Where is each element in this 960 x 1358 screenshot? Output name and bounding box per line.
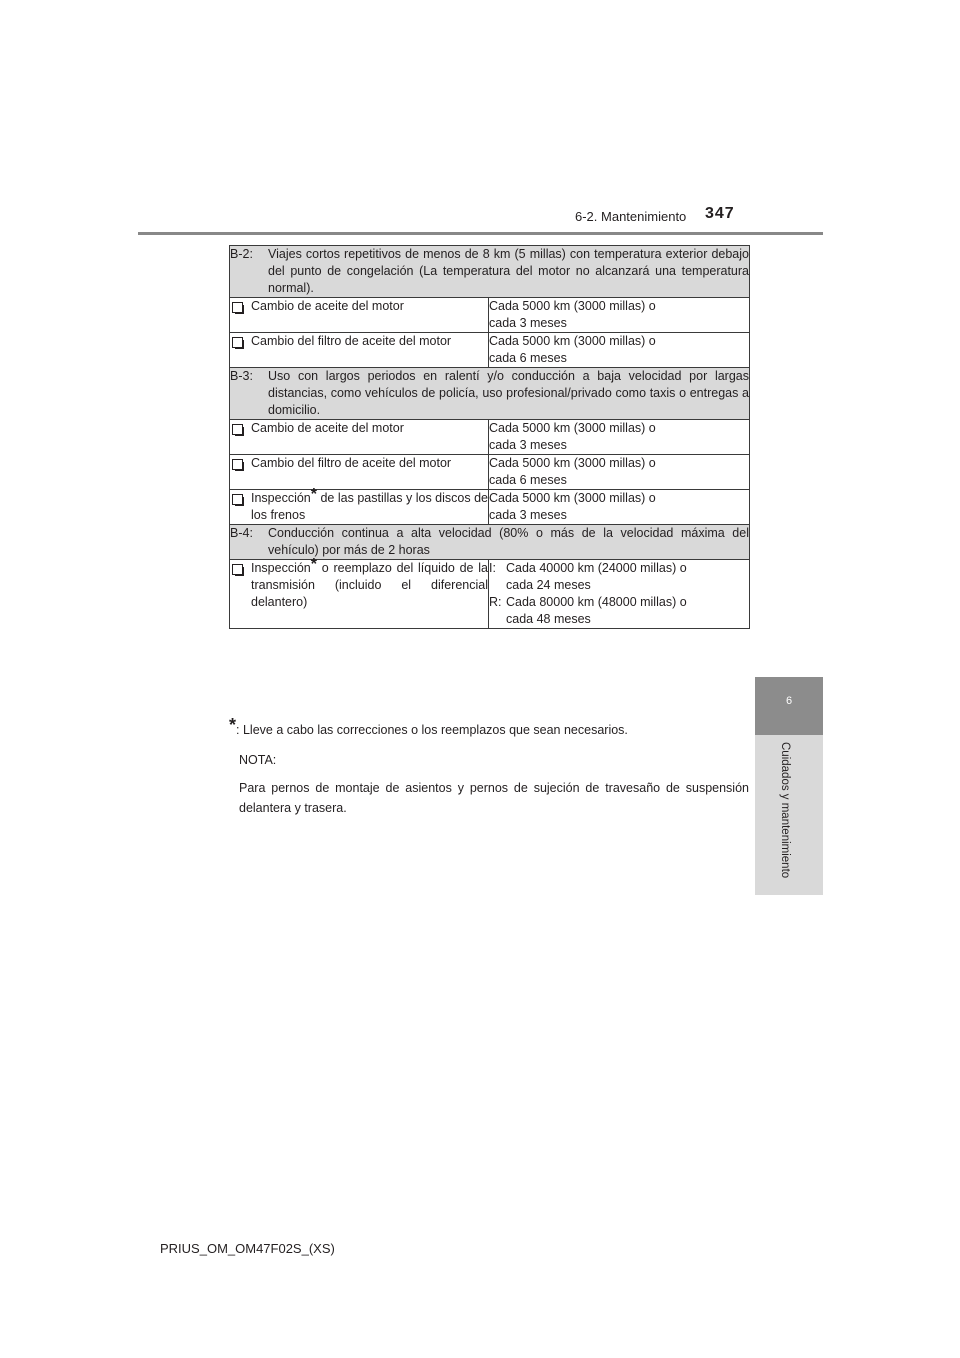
condition-row: [230, 525, 750, 560]
interval-line: Cada 5000 km (3000 millas) o: [489, 334, 656, 348]
chapter-tab[interactable]: [755, 677, 823, 735]
interval-entry: [489, 594, 749, 628]
interval-line: Cada 5000 km (3000 millas) o: [489, 421, 656, 435]
section-title: 6-2. Mantenimiento: [575, 209, 687, 224]
asterisk-icon: *: [310, 486, 317, 503]
item-cell: [230, 298, 489, 333]
item-label: Cambio de aceite del motor: [251, 299, 404, 313]
item-suffix: de las pastillas y los discos de los frenos: [251, 491, 488, 522]
interval-line: cada 3 meses: [489, 508, 567, 522]
interval-line: cada 3 meses: [489, 316, 567, 330]
interval-line: cada 3 meses: [489, 438, 567, 452]
condition-cell: [230, 246, 750, 298]
condition-cell: [230, 368, 750, 420]
interval-cell: [489, 298, 750, 333]
condition-code: B-2:: [230, 247, 253, 261]
interval-code: I:: [489, 561, 496, 575]
item-cell: [230, 486, 489, 525]
maintenance-table: [229, 245, 750, 629]
note-text: Para pernos de montaje de asientos y pernos de sujeción de travesaño de suspensión delantera y trasera.: [239, 781, 749, 815]
condition-text: Uso con largos periodos en ralentí y/o conducción a baja velocidad por largas distancias, como vehículos de policía, uso profesional/privado como taxis o entregas a domicilio.: [268, 369, 749, 417]
condition-code: B-3:: [230, 369, 253, 383]
checkbox-icon: [232, 564, 243, 575]
condition-code: B-4:: [230, 526, 253, 540]
checkbox-icon: [232, 337, 243, 348]
interval-line: cada 48 meses: [506, 612, 591, 626]
item-suffix: o reemplazo del líquido de la transmisión (incluido el diferencial delantero): [251, 561, 488, 609]
table-row: [230, 560, 750, 629]
item-cell: [230, 333, 489, 368]
condition-row: [230, 368, 750, 420]
item-label: Cambio del filtro de aceite del motor: [251, 456, 452, 470]
interval-line: Cada 5000 km (3000 millas) o: [489, 299, 656, 313]
interval-line: Cada 5000 km (3000 millas) o: [489, 491, 656, 505]
note-label: NOTA:: [239, 753, 277, 767]
table-row: [230, 455, 750, 490]
interval-line: Cada 5000 km (3000 millas) o: [489, 456, 656, 470]
interval-cell: [489, 490, 750, 525]
asterisk-icon: *: [229, 715, 237, 735]
checkbox-icon: [232, 459, 243, 470]
interval-line: cada 6 meses: [489, 351, 567, 365]
document-code: PRIUS_OM_OM47F02S_(XS): [160, 1241, 335, 1256]
item-label: [251, 556, 488, 611]
item-cell: [230, 420, 489, 455]
condition-row: [230, 246, 750, 298]
interval-code: R:: [489, 595, 502, 609]
header-rule: [138, 232, 823, 235]
table-row: [230, 420, 750, 455]
item-label: Cambio de aceite del motor: [251, 421, 404, 435]
interval-cell: [489, 333, 750, 368]
table-row: [230, 490, 750, 525]
footnote: [229, 715, 628, 737]
interval-cell: [489, 420, 750, 455]
asterisk-icon: *: [310, 556, 317, 573]
checkbox-icon: [232, 302, 243, 313]
chapter-title: Cuidados y mantenimiento: [779, 742, 791, 879]
condition-cell: [230, 525, 750, 560]
chapter-number: 6: [785, 695, 793, 707]
interval-entry: [489, 560, 749, 594]
interval-line: Cada 40000 km (24000 millas) o: [506, 561, 687, 575]
item-prefix: Inspección: [251, 491, 311, 505]
item-label: Cambio del filtro de aceite del motor: [251, 334, 452, 348]
item-cell: [230, 455, 489, 490]
table-row: [230, 298, 750, 333]
interval-cell: [489, 455, 750, 490]
item-cell: [230, 556, 489, 629]
condition-text: Viajes cortos repetitivos de menos de 8 km (5 millas) con temperatura exterior debajo del punto de congelación (La temperatura del motor no alcanzará una temperatura normal).: [268, 247, 749, 295]
interval-cell: [489, 560, 750, 629]
footnote-text: : Lleve a cabo las correcciones o los reemplazos que sean necesarios.: [236, 723, 628, 737]
page-number: 347: [705, 205, 735, 222]
interval-line: cada 24 meses: [506, 578, 591, 592]
checkbox-icon: [232, 424, 243, 435]
checkbox-icon: [232, 494, 243, 505]
item-prefix: Inspección: [251, 561, 311, 575]
item-label: [251, 486, 488, 524]
condition-text: Conducción continua a alta velocidad (80% o más de la velocidad máxima del vehículo) por más de 2 horas: [268, 526, 749, 557]
table-row: [230, 333, 750, 368]
interval-line: cada 6 meses: [489, 473, 567, 487]
interval-line: Cada 80000 km (48000 millas) o: [506, 595, 687, 609]
